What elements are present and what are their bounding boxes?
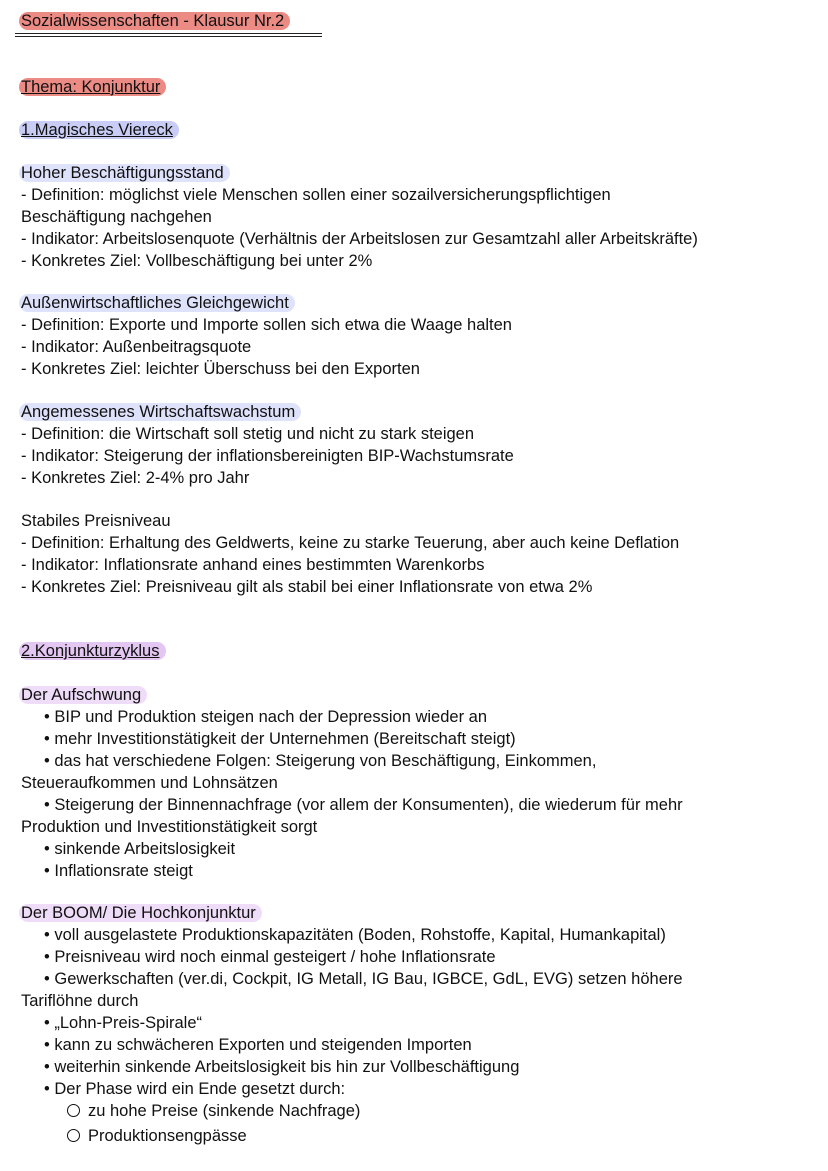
sub-item: zu hohe Preise (sinkende Nachfrage) [67, 1101, 360, 1121]
goal-line: Beschäftigung nachgehen [21, 208, 212, 226]
phase-bullet: • Gewerkschaften (ver.di, Cockpit, IG Metall, IG Bau, IGBCE, GdL, EVG) setzen höhere [44, 970, 683, 988]
goal-line: - Konkretes Ziel: Preisniveau gilt als stabil bei einer Inflationsrate von etwa 2% [21, 578, 593, 596]
goal-line: - Indikator: Inflationsrate anhand eines bestimmten Warenkorbs [21, 556, 485, 574]
phase-bullet: • das hat verschiedene Folgen: Steigerung von Beschäftigung, Einkommen, [44, 752, 597, 770]
phase-bullet: • Der Phase wird ein Ende gesetzt durch: [44, 1080, 346, 1098]
phase-title: Der Aufschwung [21, 685, 147, 705]
title-underline-2 [15, 36, 322, 37]
title-underline-1 [15, 33, 322, 34]
phase-bullet-cont: Tariflöhne durch [21, 992, 139, 1010]
phase-title: Der BOOM/ Die Hochkonjunktur [21, 903, 262, 923]
section2-heading: 2.Konjunkturzyklus [21, 641, 166, 661]
hollow-circle-bullet-icon [67, 1104, 80, 1117]
phase-bullet: • BIP und Produktion steigen nach der Depression wieder an [44, 708, 487, 726]
phase-bullet: • voll ausgelastete Produktionskapazitäten (Boden, Rohstoffe, Kapital, Humankapital) [44, 926, 666, 944]
section1-heading: 1.Magisches Viereck [21, 120, 179, 140]
goal-title: Stabiles Preisniveau [21, 512, 171, 530]
phase-bullet: • mehr Investitionstätigkeit der Unternehmen (Bereitschaft steigt) [44, 730, 516, 748]
goal-line: - Definition: Exporte und Importe sollen sich etwa die Waage halten [21, 316, 512, 334]
phase-bullet: • Inflationsrate steigt [44, 862, 193, 880]
phase-bullet: • kann zu schwächeren Exporten und steigenden Importen [44, 1036, 472, 1054]
goal-line: - Konkretes Ziel: Vollbeschäftigung bei unter 2% [21, 252, 373, 270]
goal-line: - Definition: die Wirtschaft soll stetig und nicht zu stark steigen [21, 425, 475, 443]
phase-bullet: • weiterhin sinkende Arbeitslosigkeit bis hin zur Vollbeschäftigung [44, 1058, 520, 1076]
phase-bullet-cont: Produktion und Investitionstätigkeit sorgt [21, 818, 318, 836]
topic-heading: Thema: Konjunktur [21, 77, 166, 97]
phase-bullet-cont: Steueraufkommen und Lohnsätzen [21, 774, 278, 792]
goal-line: - Definition: Erhaltung des Geldwerts, keine zu starke Teuerung, aber auch keine Deflation [21, 534, 680, 552]
goal-line: - Konkretes Ziel: 2-4% pro Jahr [21, 469, 250, 487]
page-title: Sozialwissenschaften - Klausur Nr.2 [21, 11, 290, 31]
goal-line: - Definition: möglichst viele Menschen sollen einer sozailversicherungspflichtigen [21, 186, 611, 204]
sub-item: Produktionsengpässe [67, 1126, 247, 1146]
phase-bullet: • Preisniveau wird noch einmal gesteigert / hohe Inflationsrate [44, 948, 496, 966]
phase-bullet: • Steigerung der Binnennachfrage (vor allem der Konsumenten), die wiederum für mehr [44, 796, 683, 814]
phase-bullet: • „Lohn-Preis-Spirale“ [44, 1014, 202, 1032]
goal-line: - Konkretes Ziel: leichter Überschuss bei den Exporten [21, 360, 420, 378]
hollow-circle-bullet-icon [67, 1129, 80, 1142]
goal-line: - Indikator: Außenbeitragsquote [21, 338, 252, 356]
goal-line: - Indikator: Steigerung der inflationsbereinigten BIP-Wachstumsrate [21, 447, 514, 465]
goal-line: - Indikator: Arbeitslosenquote (Verhältnis der Arbeitslosen zur Gesamtzahl aller Arbeitskräfte) [21, 230, 698, 248]
goal-title: Außenwirtschaftliches Gleichgewicht [21, 293, 295, 313]
phase-bullet: • sinkende Arbeitslosigkeit [44, 840, 236, 858]
goal-title: Angemessenes Wirtschaftswachstum [21, 402, 301, 422]
goal-title: Hoher Beschäftigungsstand [21, 163, 230, 183]
